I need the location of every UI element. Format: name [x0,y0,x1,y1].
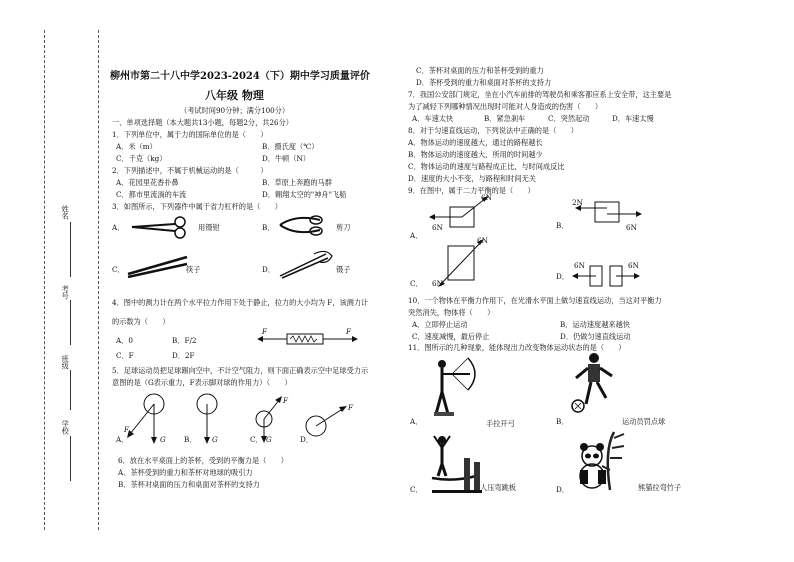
q7-option-a[interactable]: A．车速太快 [412,114,454,123]
question-10-line2: 突然消失，物体将（ ） [408,308,495,317]
scissors-icon [276,210,326,240]
q2-option-c[interactable]: C．都市里流淌的车流 [116,190,187,199]
q10-option-b[interactable]: B．运动速度越来越快 [560,320,630,329]
q11-option-a-letter[interactable]: A． [410,417,423,426]
q11-option-c-letter[interactable]: C． [410,485,423,494]
q11-option-d-label: 熊猫拉弯竹子 [638,483,682,492]
q1-option-d[interactable]: D．牛顿（N） [262,154,310,163]
q1-option-a[interactable]: A．米（m） [116,142,157,151]
q5-label-f-a: F [124,425,129,434]
q3-option-d-letter[interactable]: D． [262,265,275,274]
q4-option-d[interactable]: D．2F [172,351,195,360]
q7-option-b[interactable]: B．紧急刹车 [484,114,526,123]
question-7-line1: 7．我国公安部门规定，坐在小汽车前排的驾驶员和乘客都应系上安全带，这主要是 [408,90,672,99]
question-4-line1: 4．图中的测力计在两个水平拉力作用下处于静止，拉力的大小均为 F，该测力计 [112,298,369,307]
q10-option-d[interactable]: D．仍做匀速直线运动 [560,332,631,341]
q1-option-b[interactable]: B．摄氏度（℃） [262,142,319,151]
q3-option-b-label: 剪刀 [336,223,351,232]
q8-option-b[interactable]: B．物体运动的速度越大，所用的时间越少 [408,150,543,159]
q9-a-force-top: 6N [481,193,492,202]
panda-bamboo-icon [574,430,628,492]
question-8: 8．对于匀速直线运动，下列说法中正确的是（ ） [408,126,578,135]
question-4-line2: 的示数为（ ） [112,317,170,326]
q5-label-f-d: F [348,403,353,412]
q11-option-c-label: 人压弯跳板 [480,483,516,492]
q6-option-b[interactable]: B．茶杯对桌面的压力和桌面对茶杯的支持力 [118,480,260,489]
id-label: 考号 [61,285,71,300]
q11-option-d-letter[interactable]: D． [556,485,569,494]
q6-option-c[interactable]: C．茶杯对桌面的压力和茶杯受到的重力 [416,66,544,75]
name-blank[interactable] [70,222,71,277]
q9-d-force-left: 6N [574,261,585,270]
question-7-line2: 为了减轻下列哪种情况出现时可能对人身造成的伤害（ ） [408,102,603,111]
q7-option-c[interactable]: C．突然起动 [548,114,590,123]
q5-option-c[interactable]: C． [250,435,263,444]
q11-option-b-letter[interactable]: B． [556,417,569,426]
class-blank[interactable] [70,370,71,410]
name-label: 姓名 [61,205,71,220]
q4-option-c[interactable]: C．F [116,351,134,360]
question-11: 11．图所示的几种现象，能体现出力改变物体运动状态的是（ ） [408,343,626,352]
exam-info: （考试时间90分钟；满分100分） [180,106,290,115]
q9-c-force-bottom: 6N [432,279,443,288]
question-3: 3．如图所示，下列器件中属于省力杠杆的是（ ） [112,202,282,211]
tweezers-icon [276,248,336,280]
q1-option-c[interactable]: C．千克（kg） [116,154,167,163]
binding-line [98,30,99,530]
q5-option-d[interactable]: D． [300,435,313,444]
q4-option-a[interactable]: A．0 [116,336,133,345]
q3-option-b-letter[interactable]: B． [262,223,275,232]
q6-option-d[interactable]: D．茶杯受到的重力和桌面对茶杯的支持力 [416,78,552,87]
q10-option-c[interactable]: C．速度减慢，最后停止 [412,332,490,341]
q8-option-c[interactable]: C．物体运动的速度与路程成正比，与时间成反比 [408,162,565,171]
question-9: 9．在图中，属于二力平衡的是（ ） [408,186,535,195]
q9-option-d[interactable]: D． [556,272,569,281]
q10-option-a[interactable]: A．立即停止运动 [412,320,468,329]
q9-option-b[interactable]: B． [556,221,569,230]
q3-option-c-label: 筷子 [186,265,201,274]
q6-option-a[interactable]: A．茶杯受到的重力和茶杯对地球的吸引力 [118,468,253,477]
soccer-player-icon [568,350,618,416]
id-blank[interactable] [70,300,71,345]
q3-option-c-letter[interactable]: C． [112,265,125,274]
q9-c-force-top: 6N [477,236,488,245]
q8-option-d[interactable]: D．速度的大小不变，与路程和时间无关 [408,174,536,183]
q9-a-force-left: 6N [432,223,443,232]
question-5-line2: 意图的是（G表示重力，F表示脚对球的作用力）（ ） [112,378,292,387]
archer-icon [428,356,480,418]
question-1: 1．下列单位中，属于力的国际单位的是（ ） [112,130,268,139]
q5-label-f-c: F [283,396,288,405]
q5-option-a[interactable]: A． [116,435,129,444]
q9-option-c[interactable]: C． [410,279,423,288]
q5-label-g-b: G [212,435,218,444]
q3-option-d-label: 镊子 [336,265,351,274]
question-5-line1: 5．足球运动员把足球踢向空中，不计空气阻力，则下面正确表示空中足球受力示 [112,366,369,375]
question-10-line1: 10．一个物体在平衡力作用下，在光滑水平面上做匀速直线运动，当这对平衡力 [408,296,662,305]
q11-option-a-label: 手拉开弓 [486,419,515,428]
q2-option-d[interactable]: D．翱翔太空的"神舟"飞船 [262,190,347,199]
class-label: 班级 [61,355,71,370]
q3-option-a-label: 用镊钳 [198,223,220,232]
q5-label-g-c: G [266,435,272,444]
question-6: 6．放在水平桌面上的茶杯，受到的平衡力是（ ） [118,456,288,465]
q4-force-label-right: F [346,327,351,336]
q9-d-force-right: 6N [628,261,639,270]
q9-b-force-right: 6N [626,223,637,232]
diver-springboard-icon [430,432,486,494]
question-2: 2．下列描述中，不属于机械运动的是（ ） [112,166,268,175]
section-heading: 一、单项选择题（本大题共13小题，每题2分，共26分） [112,118,293,127]
ball-diagram-d [302,400,352,440]
school-label: 学校 [61,420,71,435]
forceps-icon [130,214,190,240]
spring-scale-diagram [255,326,360,348]
q5-label-g-a: G [160,435,166,444]
school-blank[interactable] [70,436,71,481]
q4-option-b[interactable]: B．F/2 [172,336,197,345]
binding-line [44,30,45,530]
q8-option-a[interactable]: A．物体运动的速度越大，通过的路程越长 [408,138,543,147]
q7-option-d[interactable]: D．车速太慢 [612,114,654,123]
chopsticks-icon [125,252,190,278]
q5-option-b[interactable]: B． [184,435,197,444]
q11-option-b-label: 运动员罚点球 [622,417,666,426]
exam-title: 柳州市第二十八中学2023-2024（下）期中学习质量评价 [110,71,370,82]
q4-force-label-left: F [262,327,267,336]
q9-b-force-left: 2N [572,198,583,207]
q9-option-a[interactable]: A． [410,231,423,240]
q2-option-a[interactable]: A．花园里花香扑鼻 [116,178,179,187]
q2-option-b[interactable]: B．草原上奔跑的马群 [262,178,332,187]
q3-option-a-letter[interactable]: A． [112,223,125,232]
exam-subject: 八年级 物理 [205,89,264,102]
